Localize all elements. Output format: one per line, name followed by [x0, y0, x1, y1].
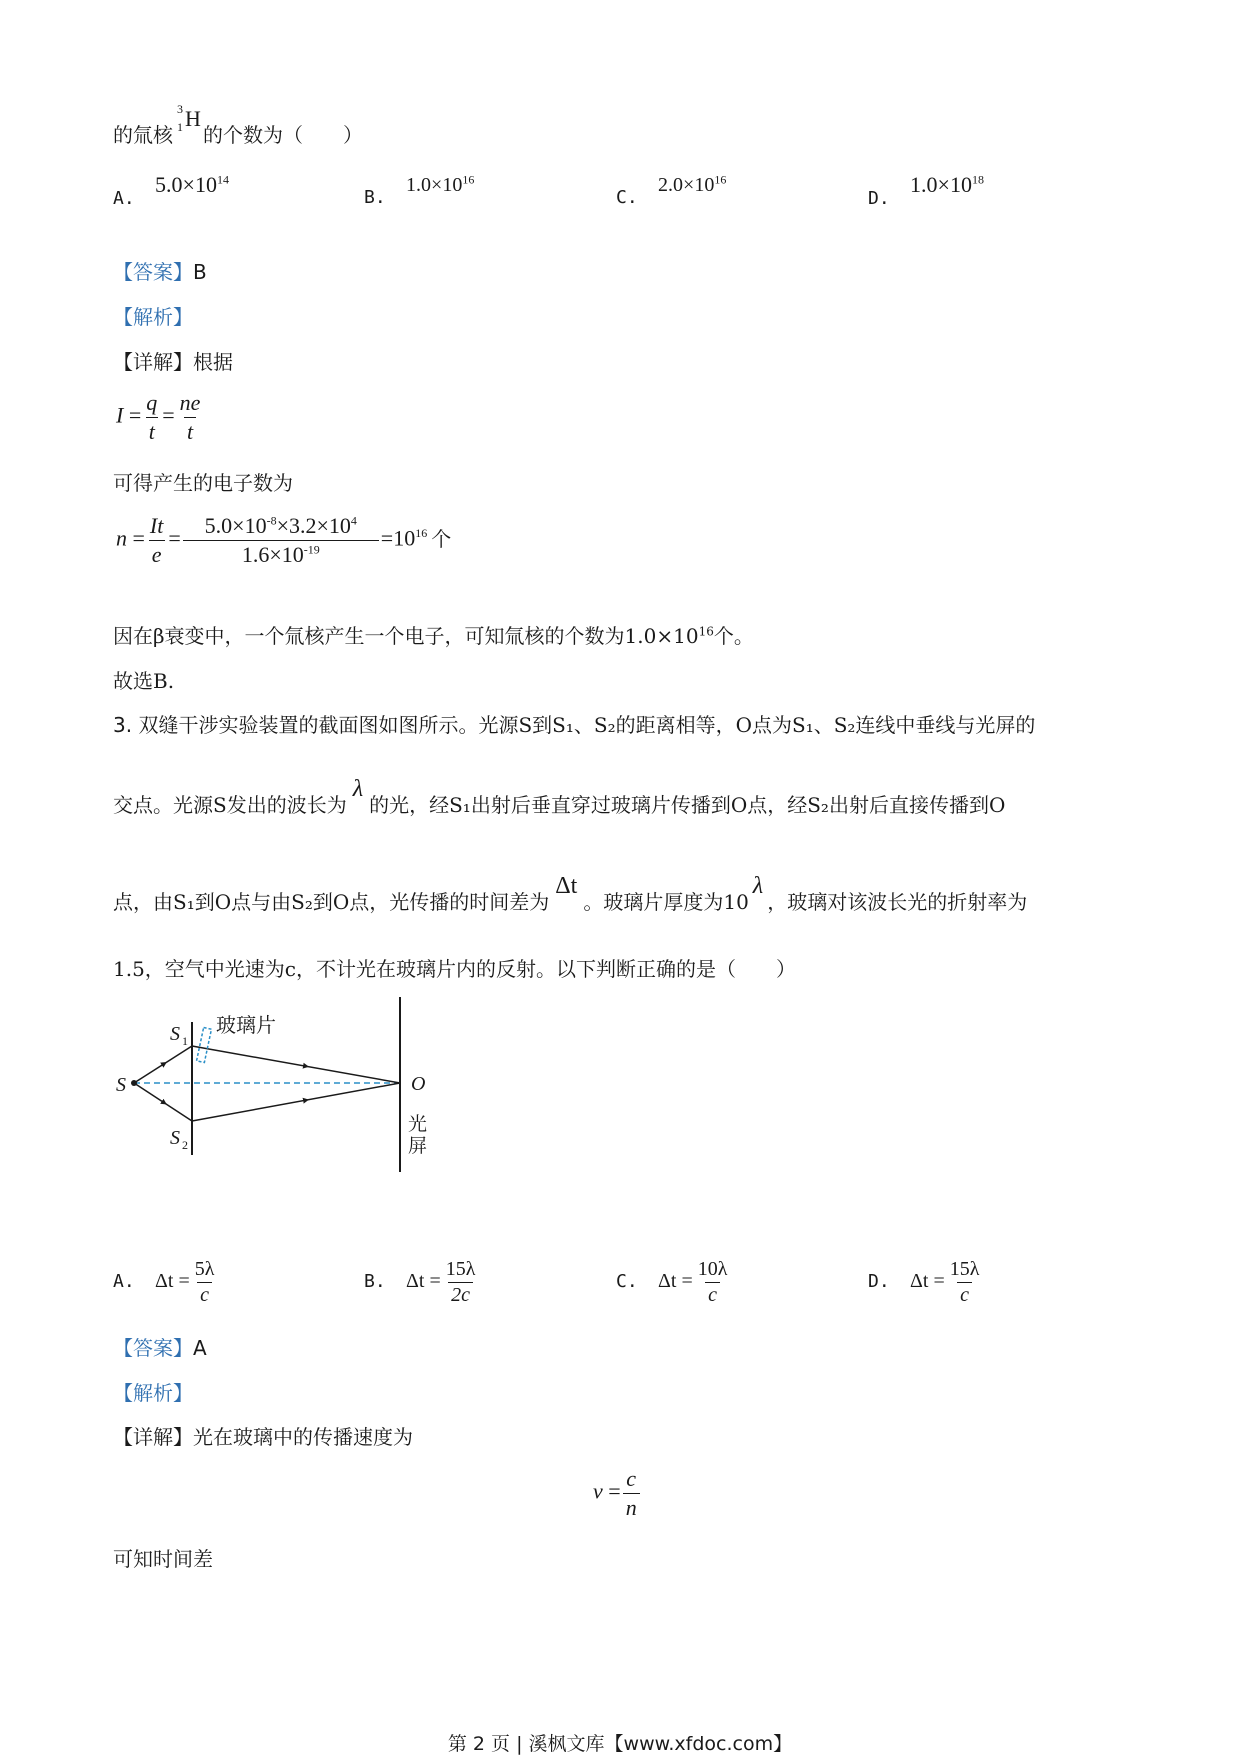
ray-s-s1	[134, 1046, 192, 1083]
q3-line-4: 1.5，空气中光速为c，不计光在玻璃片内的反射。以下判断正确的是（ ）	[113, 957, 797, 981]
glass-plate	[197, 1028, 212, 1063]
q3-time-diff: 可知时间差	[113, 1547, 213, 1571]
double-slit-figure	[108, 992, 438, 1177]
label-s1: S	[170, 1023, 180, 1045]
ray-s1-o	[192, 1046, 400, 1083]
tritium-nuclide: 3 1 H	[177, 102, 201, 134]
q2-conclusion: 因在β衰变中，一个氚核产生一个电子，可知氚核的个数为$1.0\times 10^{16}$个。	[113, 624, 754, 648]
equation-speed: v = $\frac{c}{n}$	[593, 1466, 642, 1521]
label-s1-sub: 1	[182, 1034, 188, 1048]
q2-answer: 【答案】B	[113, 260, 207, 284]
q2-tail-line: 的氚核 3 1 H 的个数为（ ）	[113, 102, 363, 147]
label-screen-1: 光	[408, 1113, 428, 1135]
q2-detail: 【详解】根据	[113, 350, 233, 374]
q2-option-a[interactable]: A. $5.0\times 10^{14}$	[113, 172, 229, 209]
q3-option-a[interactable]: A. Δt = $\frac{5\lambda}{c}$	[113, 1258, 215, 1306]
page-footer: 第 2 页 | 溪枫文库【www.xfdoc.com】	[447, 1733, 793, 1755]
q2-option-c[interactable]: C. $2.0\times 10^{16}$	[616, 172, 727, 208]
q2-electron-line: 可得产生的电子数为	[113, 471, 293, 495]
label-o: O	[411, 1073, 426, 1095]
label-s: S	[116, 1074, 126, 1096]
q2-analysis-tag: 【解析】	[113, 305, 193, 329]
q3-option-c[interactable]: C. Δt = $\frac{10\lambda}{c}$	[616, 1258, 728, 1306]
ray-s2-o	[192, 1083, 400, 1121]
q3-analysis-tag: 【解析】	[113, 1381, 193, 1405]
q3-option-d[interactable]: D. Δt = $\frac{15\lambda}{c}$	[868, 1258, 980, 1306]
label-s2: S	[170, 1127, 180, 1149]
ray-s-s2	[134, 1083, 192, 1121]
q2-choose: 故选B.	[113, 669, 175, 693]
label-s2-sub: 2	[182, 1138, 188, 1152]
q3-line-1: 3. 双缝干涉实验装置的截面图如图所示。光源S到S₁、S₂的距离相等，O点为S₁、S₂连线中垂线与光屏的	[113, 713, 1036, 737]
equation-current: I = $\frac{q}{t}$ = $\frac{ne}{t}$	[116, 390, 201, 444]
q3-option-b[interactable]: B. Δt = $\frac{15\lambda}{2c}$	[364, 1258, 476, 1306]
q2-option-b[interactable]: B. $1.0\times 10^{16}$	[364, 172, 475, 208]
label-glass: 玻璃片	[216, 1013, 276, 1037]
equation-electron-count: n = $\frac{It}{e}$ = $\frac{5.0\times 10^{-8}\times 3.2\times 10^4}{1.6\times 10^{-19}}$ $=10^{16}$ 个	[116, 513, 452, 567]
q3-line-3: 点，由S₁到O点与由S₂到O点，光传播的时间差为Δt。玻璃片厚度为10λ，玻璃对该波长光的折射率为	[113, 873, 1028, 914]
q3-line-2: 交点。光源S发出的波长为λ的光，经S₁出射后垂直穿过玻璃片传播到O点，经S₂出射后直接传播到O	[113, 776, 1006, 817]
q3-answer: 【答案】A	[113, 1336, 207, 1360]
q2-option-d[interactable]: D. $1.0\times 10^{18}$	[868, 172, 984, 209]
label-screen-2: 屏	[408, 1135, 428, 1157]
q3-detail: 【详解】光在玻璃中的传播速度为	[113, 1425, 413, 1449]
